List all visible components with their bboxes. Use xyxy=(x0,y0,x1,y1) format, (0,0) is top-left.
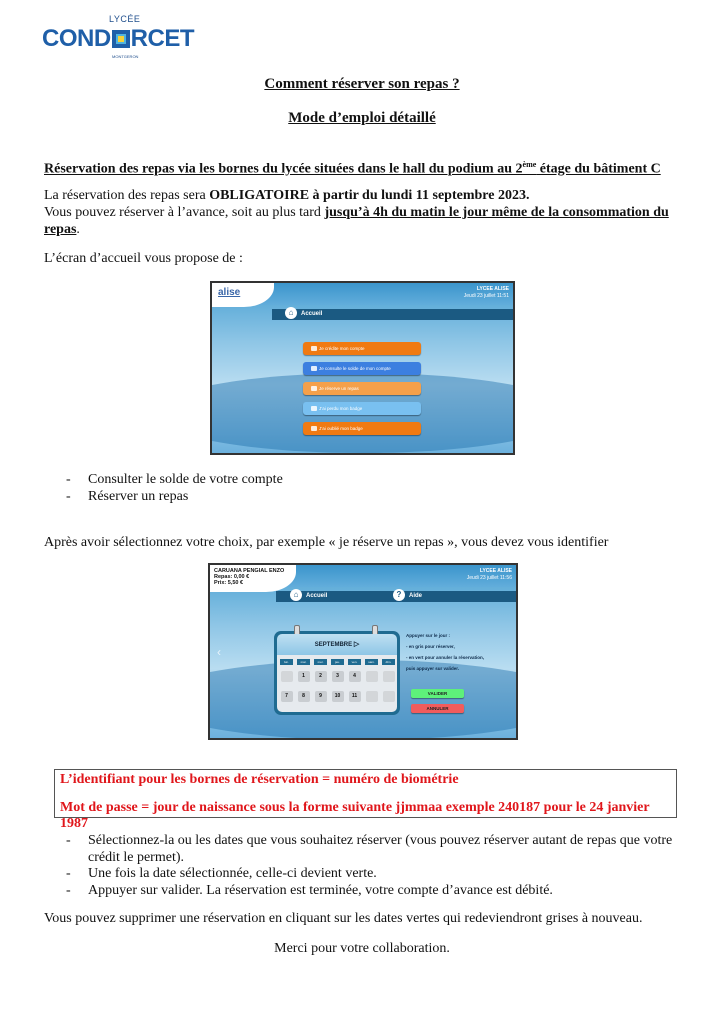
next-month-icon[interactable]: ▷ xyxy=(353,641,360,648)
instruction-line: puis appuyer sur valider. xyxy=(406,666,460,671)
badge-icon xyxy=(311,406,317,411)
calendar-day[interactable]: 7 xyxy=(281,691,293,702)
search-icon xyxy=(311,366,317,371)
alise-logo: alise xyxy=(218,287,241,298)
btn-label: Je crédite mon compte xyxy=(319,346,365,351)
para2-underlined: jusqu’à 4h du matin le jour même de la consommation du repas xyxy=(44,205,669,237)
user-name: CARUANA PENGIAL ENZO xyxy=(214,568,285,574)
calendar-day[interactable]: 1 xyxy=(298,671,310,682)
validate-button[interactable]: VALIDER xyxy=(411,689,464,698)
calendar-day[interactable] xyxy=(383,691,395,702)
calendar-day[interactable] xyxy=(383,671,395,682)
list-item: - Réserver un repas xyxy=(44,489,644,506)
weekday-label: jeu. xyxy=(331,659,344,665)
section-heading-text: Réservation des repas via les bornes du lycée situées dans le hall du podium au 2 xyxy=(44,161,523,177)
calendar-day[interactable]: 11 xyxy=(349,691,361,702)
badge-icon xyxy=(311,426,317,431)
logo-name-left: COND xyxy=(42,25,111,52)
calendar-instructions xyxy=(406,633,486,672)
list-item: - Une fois la date sélectionnée, celle-ci devient verte. xyxy=(44,866,684,883)
logo-name-right: RCET xyxy=(130,25,195,52)
section-heading-sup: ème xyxy=(522,160,537,169)
steps-list xyxy=(44,833,684,899)
btn-lost-badge[interactable] xyxy=(303,402,421,415)
weekday-label: lun. xyxy=(280,659,293,665)
logo-lycee-text: LYCÉE xyxy=(109,14,141,24)
para2-end: . xyxy=(76,222,80,237)
help-icon[interactable]: ? xyxy=(393,589,405,601)
options-list xyxy=(44,472,644,505)
kiosk-calendar-screenshot xyxy=(208,563,518,740)
btn-credit-account[interactable] xyxy=(303,342,421,355)
logo-name xyxy=(42,25,194,53)
calendar-grid xyxy=(277,655,397,712)
kiosk-site: LYCEE ALISE xyxy=(476,286,509,292)
kiosk-info xyxy=(467,568,512,582)
weekday-label: mar. xyxy=(297,659,310,665)
btn-label: J’ai perdu mon badge xyxy=(319,406,363,411)
calendar-day[interactable]: 9 xyxy=(315,691,327,702)
calendar-month: SEPTEMBRE xyxy=(314,642,353,648)
calendar-day[interactable]: 2 xyxy=(315,671,327,682)
notice-identifier: L’identifiant pour les bornes de réservation = numéro de biométrie xyxy=(60,772,459,787)
prev-arrow-icon[interactable]: ‹ xyxy=(217,645,221,659)
paragraph-delete: Vous pouvez supprimer une réservation en cliquant sur les dates vertes qui redeviendront grises à nouveau. xyxy=(44,911,643,926)
credentials-notice xyxy=(54,769,677,831)
btn-label: Je réserve un repas xyxy=(319,386,359,391)
paragraph-identify: Après avoir sélectionnez votre choix, par exemple « je réserve un repas », vous devez vous identifier xyxy=(44,535,609,550)
list-item: - Consulter le solde de votre compte xyxy=(44,472,644,489)
btn-label: Je consulte le solde de mon compte xyxy=(319,366,391,371)
calendar-day[interactable] xyxy=(281,671,293,682)
kiosk-info xyxy=(464,286,509,300)
kiosk-datetime: Jeudi 23 juillet 11:56 xyxy=(466,575,512,581)
school-logo xyxy=(42,14,195,64)
notice-password: Mot de passe = jour de naissance sous la forme suivante jjmmaa exemple 240187 pour le 24 janvier 1987 xyxy=(60,800,650,831)
kiosk-site: LYCEE ALISE xyxy=(479,568,512,574)
para1-text: La réservation des repas sera xyxy=(44,188,210,203)
section-heading xyxy=(44,156,661,178)
home-icon[interactable]: ⌂ xyxy=(285,307,297,319)
user-prix: Prix: 5,50 € xyxy=(214,580,244,586)
logo-city: MONTGERON xyxy=(112,54,139,59)
btn-label: J’ai oublié mon badge xyxy=(319,426,363,431)
closing-text: Merci pour votre collaboration. xyxy=(274,941,450,956)
paragraph-home-screen: L’écran d’accueil vous propose de : xyxy=(44,251,243,266)
instruction-line: - en gris pour réserver, xyxy=(406,644,455,649)
list-item: - Appuyer sur valider. La réservation est terminée, votre compte d’avance est débité. xyxy=(44,883,684,900)
instruction-line: Appuyer sur le jour : xyxy=(406,633,451,638)
list-item: - Sélectionnez-la ou les dates que vous souhaitez réserver (vous pouvez réserver autant de repas que votre crédit le permet). xyxy=(44,833,684,866)
calendar-day[interactable]: 3 xyxy=(332,671,344,682)
weekday-label: dim. xyxy=(382,659,395,665)
page-title: Comment réserver son repas ? xyxy=(264,76,460,92)
calendar-day[interactable]: 8 xyxy=(298,691,310,702)
btn-forgot-badge[interactable] xyxy=(303,422,421,435)
credit-icon xyxy=(311,346,317,351)
user-info xyxy=(214,568,284,586)
nav-accueil[interactable]: Accueil xyxy=(306,593,328,599)
calendar-day[interactable]: 10 xyxy=(332,691,344,702)
page-subtitle: Mode d’emploi détaillé xyxy=(288,110,436,126)
calendar-day[interactable]: 4 xyxy=(349,671,361,682)
calendar-day[interactable] xyxy=(366,671,378,682)
home-icon[interactable]: ⌂ xyxy=(290,589,302,601)
weekday-label: sam. xyxy=(365,659,378,665)
nav-accueil[interactable]: Accueil xyxy=(301,311,323,317)
instruction-line: - en vert pour annuler la réservation, xyxy=(406,655,485,660)
paragraph-mandatory xyxy=(44,187,684,238)
cancel-button[interactable]: ANNULER xyxy=(411,704,464,713)
kiosk-datetime: Jeudi 23 juillet 11:51 xyxy=(463,293,509,299)
weekday-label: ven. xyxy=(348,659,361,665)
weekday-label: mer. xyxy=(314,659,327,665)
calendar xyxy=(274,631,400,715)
btn-reserve-meal[interactable] xyxy=(303,382,421,395)
logo-square-icon xyxy=(112,30,130,48)
kiosk-home-screenshot xyxy=(210,281,515,455)
para1-bold: OBLIGATOIRE à partir du lundi 11 septembre 2023. xyxy=(209,188,530,203)
user-repas: Repas: 0,00 € xyxy=(214,574,250,580)
btn-check-balance[interactable] xyxy=(303,362,421,375)
meal-icon xyxy=(311,386,317,391)
para2-text: Vous pouvez réserver à l’avance, soit au plus tard xyxy=(44,205,325,220)
section-heading-rest: étage du bâtiment C xyxy=(536,161,661,177)
nav-aide[interactable]: Aide xyxy=(409,593,423,599)
calendar-header xyxy=(277,634,397,655)
calendar-day[interactable] xyxy=(366,691,378,702)
